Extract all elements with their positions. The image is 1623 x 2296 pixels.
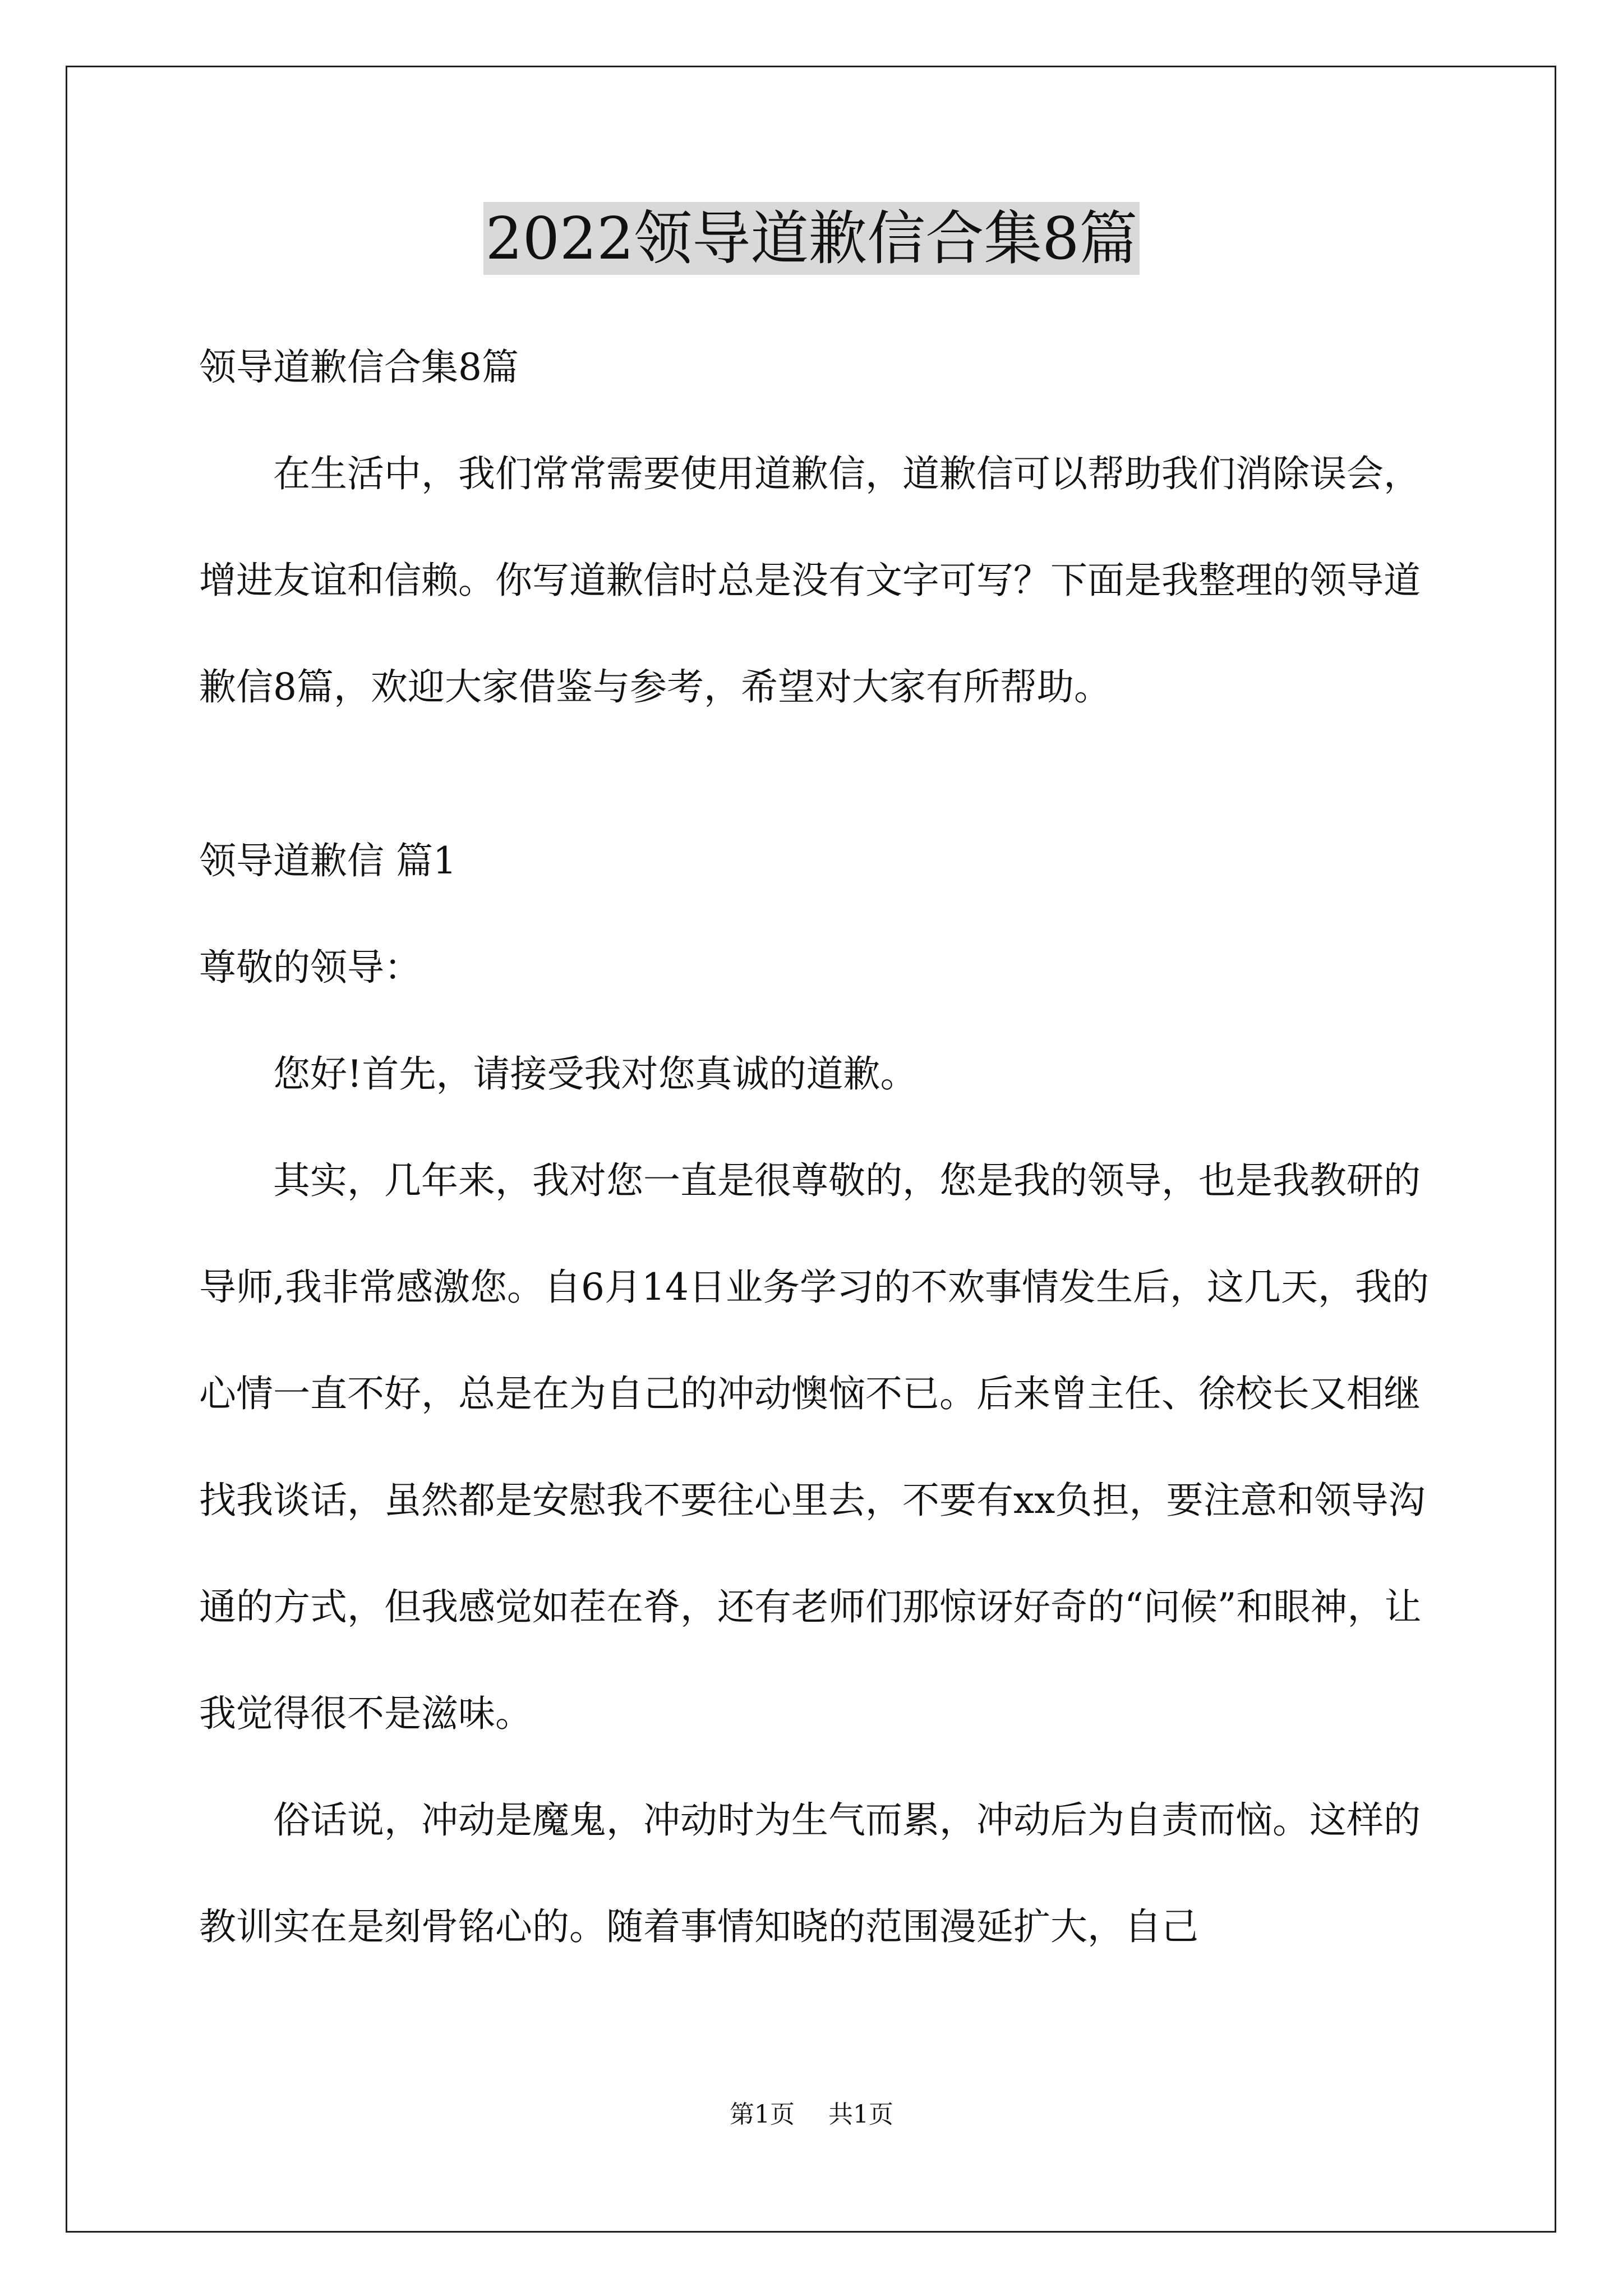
page-number: 第1页 [730, 2100, 795, 2129]
letter-salutation: 尊敬的领导： [199, 946, 421, 989]
document-body [199, 314, 1433, 1980]
letter-paragraph: 俗话说，冲动是魔鬼，冲动时为生气而累，冲动后为自责而恼。这样的教训实在是刻骨铭心的。随着事情知晓的范围漫延扩大，自己 [199, 1798, 1421, 1948]
letter-paragraph: 其实，几年来，我对您一直是很尊敬的，您是我的领导，也是我教研的导师,我非常感激您。自6月14日业务学习的不欢事情发生后，这几天，我的心情一直不好，总是在为自己的冲动懊恼不已。后来曾主任、徐校长又相继找我谈话，虽然都是安慰我不要往心里去，不要有xx负担，要注意和领导沟通的方式，但我感觉如茬在脊，还有老师们那惊讶好奇的“问候”和眼神，让我觉得很不是滋味。 [199, 1159, 1429, 1735]
document-subtitle: 领导道歉信合集8篇 [199, 346, 519, 389]
intro-paragraph: 在生活中，我们常常需要使用道歉信，道歉信可以帮助我们消除误会，增进友谊和信赖。你写道歉信时总是没有文字可写？下面是我整理的领导道歉信8篇，欢迎大家借鉴与参考，希望对大家有所帮助。 [199, 452, 1421, 708]
page-footer [0, 2098, 1623, 2132]
document-title: 2022领导道歉信合集8篇 [483, 202, 1140, 275]
title-area [0, 202, 1623, 275]
section-heading: 领导道歉信 篇1 [199, 839, 457, 882]
section-spacer [199, 740, 1433, 808]
letter-paragraph: 您好!首先，请接受我对您真诚的道歉。 [273, 1052, 917, 1096]
page-total: 共1页 [828, 2100, 893, 2129]
